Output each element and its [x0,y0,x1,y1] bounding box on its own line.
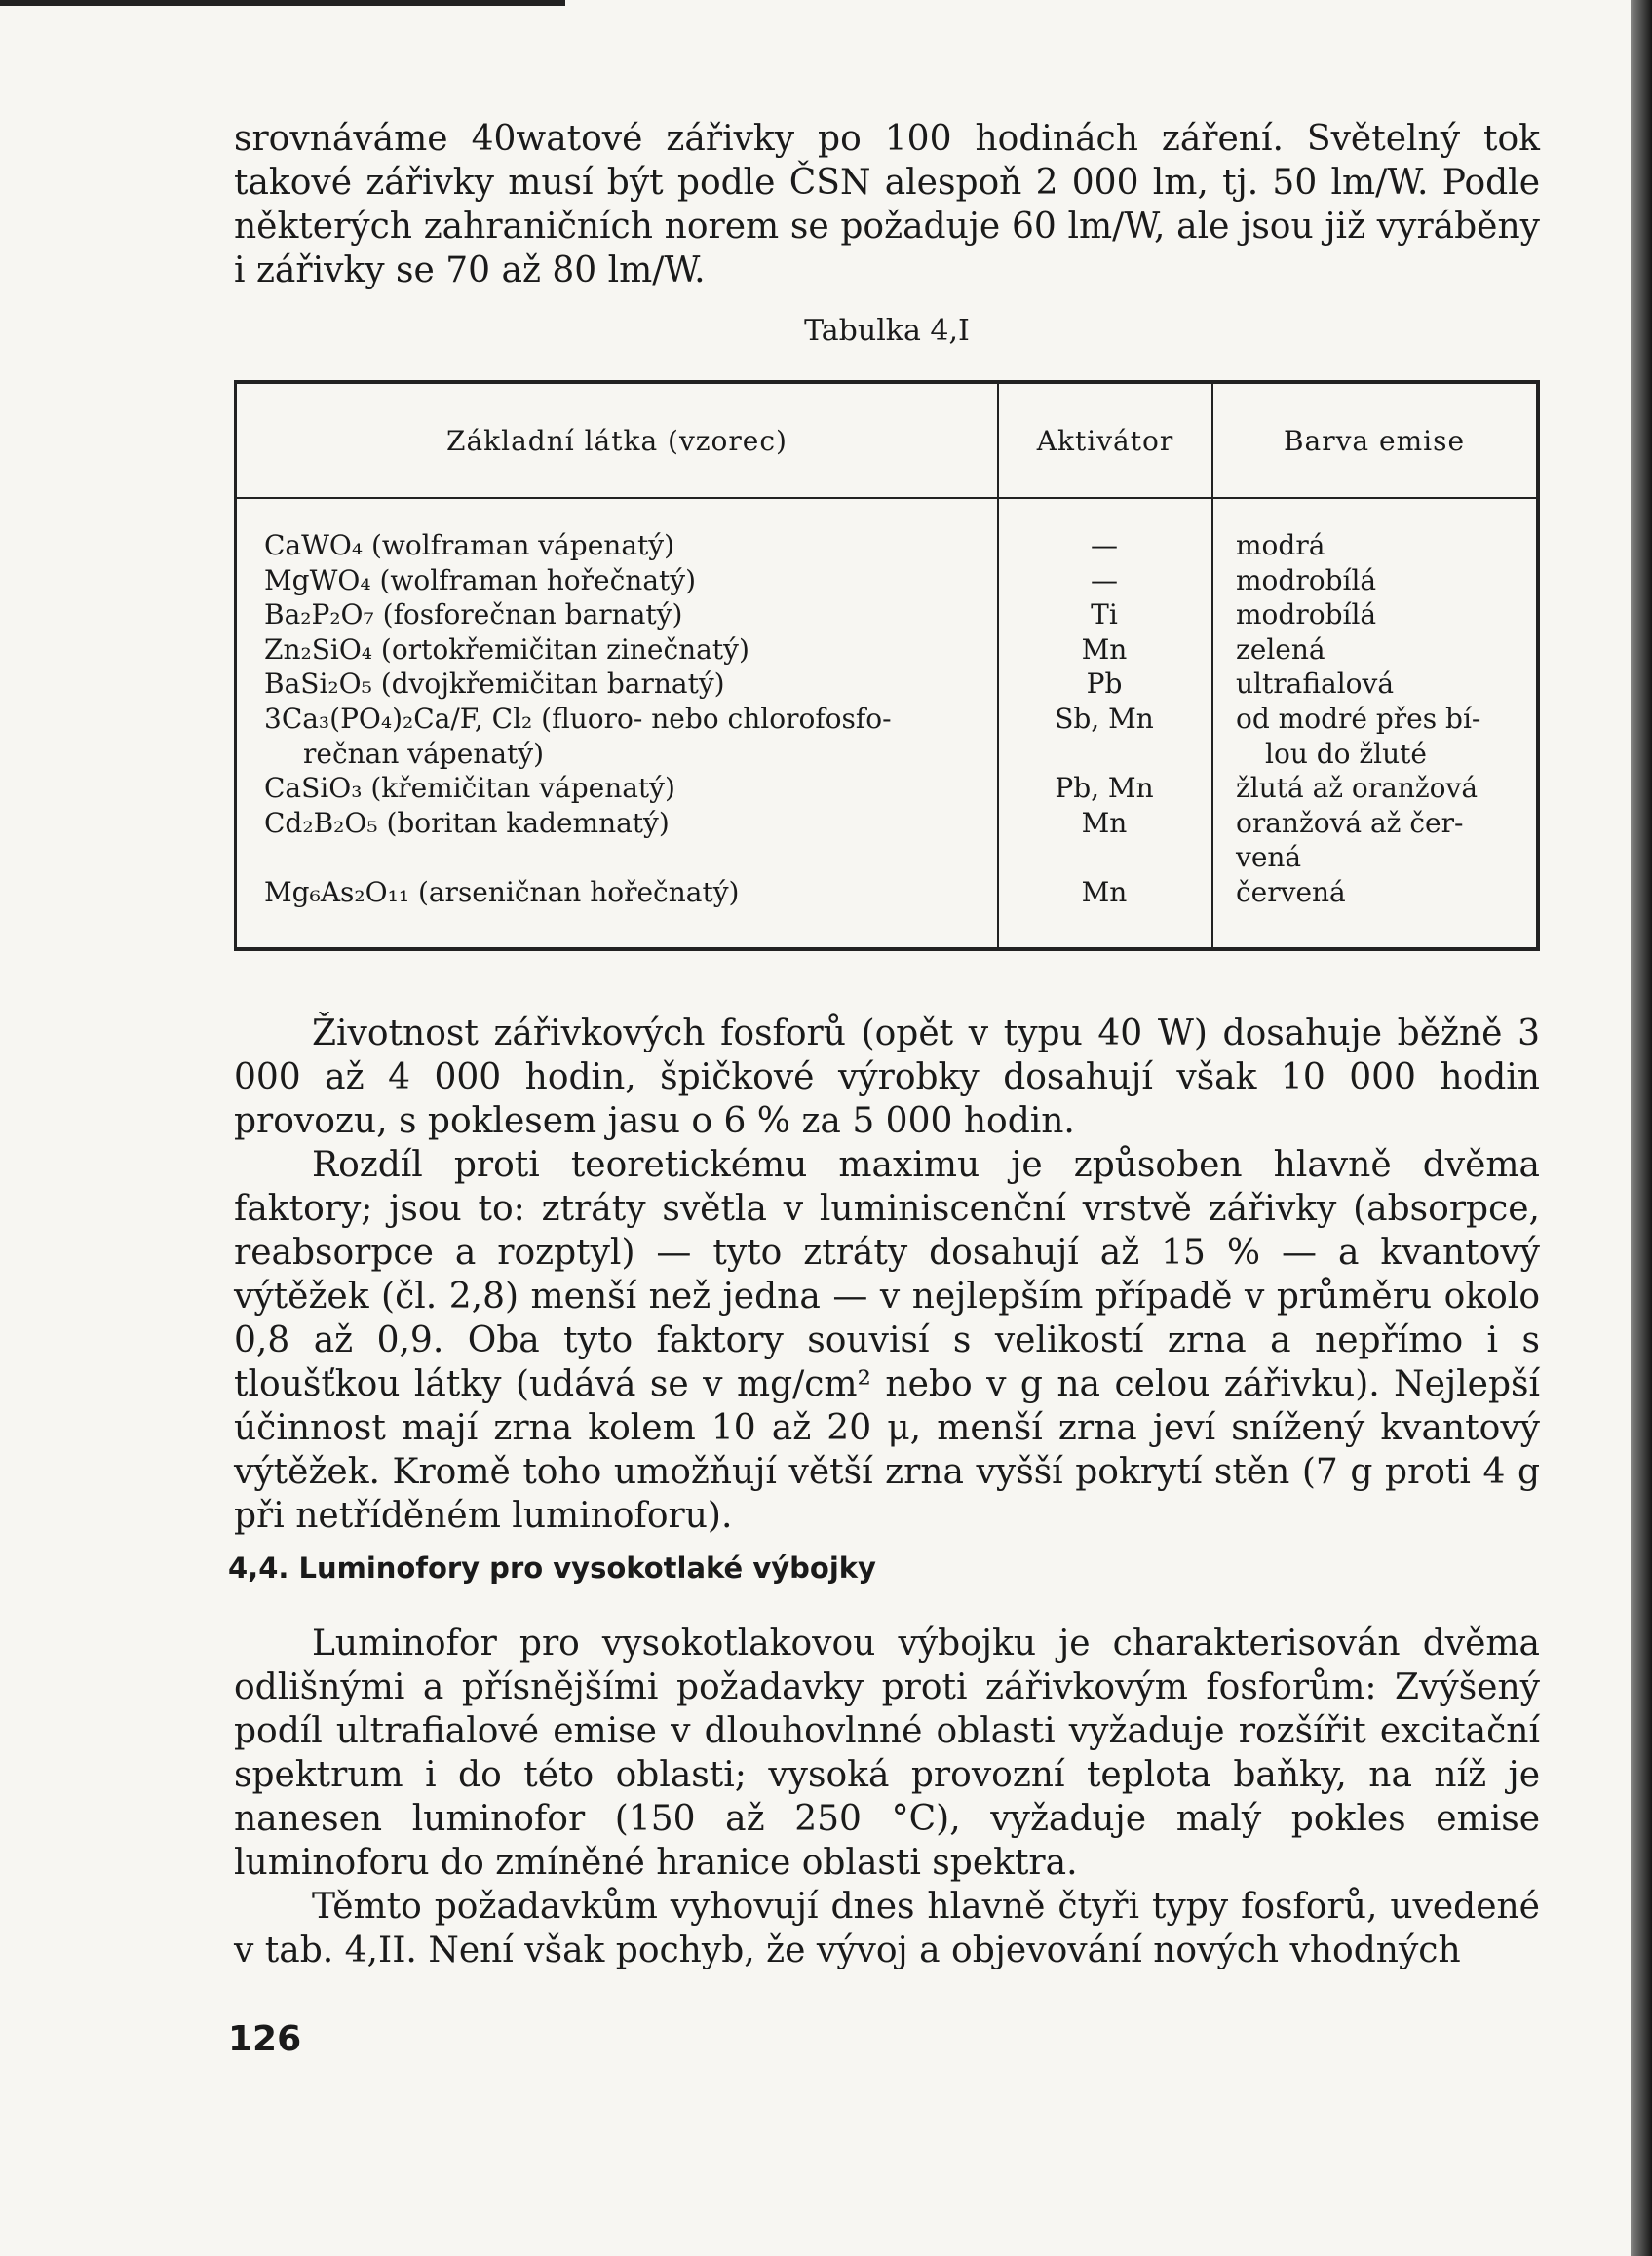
intro-paragraph: srovnáváme 40watové zářivky po 100 hodinách záření. Světelný tok takové zářivky musí být podle ČSN alespoň 2 000 lm, tj. 50 lm/W. Podle některých zahraničních norem se požaduje 60 lm/W, ale jsou již vyráběny i zářivky se 70 až 80 lm/W. [234,119,1540,290]
section-paragraph-requirements: Luminofor pro vysokotlakovou výbojku je charakterisován dvěma odlišnými a přísnějšími požadavky proti zářivkovým fosforům: Zvýšený podíl ultrafialové emise v dlouhovlnné oblasti vyžaduje rozšířit excitační spektrum i do této oblasti; vysoká provozní teplota baňky, na níž je nanesen luminofor (150 až 250 °C), vyžaduje malý pokles emise luminoforu do zmíněné hranice oblasti spektra. [234,1624,1540,1883]
table-cell-activator: Pb [1086,668,1123,701]
table-cell-compound: rečnan vápenatý) [303,737,545,770]
table-cell-emission: modrobílá [1236,563,1377,596]
table-cell-emission: červená [1236,875,1346,908]
table-cell-emission: lou do žluté [1265,737,1427,770]
table-cell-activator [997,737,1211,772]
table-cell-compound: Cd₂B₂O₅ (boritan kademnatý) [264,806,670,839]
page-number: 126 [228,2019,302,2059]
table-cell-compound [264,840,995,875]
table-cell-activator: — [1091,563,1118,596]
body-paragraph-lifetime: Životnost zářivkových fosforů (opět v typu 40 W) dosahuje běžně 3 000 až 4 000 hodin, špičkové výrobky dosahují však 10 000 hodin provozu, s poklesem jasu o 6 % za 5 000 hodin. [234,1013,1540,1141]
top-edge-rule [0,0,565,6]
table-cell-compound: Zn₂SiO₄ (ortokřemičitan zinečnatý) [264,632,749,666]
table-cell-activator: Pb, Mn [1055,772,1154,805]
table-cell-emission: modrobílá [1236,598,1377,631]
table-cell-activator: Mn [1081,806,1128,839]
body-paragraph-block [234,1012,1540,1538]
intro-paragraph-block [234,117,1540,292]
table-cell-emission: zelená [1236,632,1325,666]
table-header-emission: Barva emise [1283,424,1466,457]
phosphor-table [234,380,1540,951]
table-cell-compound: CaSiO₃ (křemičitan vápenatý) [264,772,675,805]
table-column-compounds [264,528,995,910]
section-heading: 4,4. Luminofory pro vysokotlaké výbojky [228,1551,876,1585]
table-column-activators [997,528,1211,910]
table-cell-emission: žlutá až oranžová [1236,772,1479,805]
table-cell-compound: Mg₆As₂O₁₁ (arseničnan hořečnatý) [264,875,740,908]
table-header-rule [237,497,1536,499]
table-cell-emission: od modré přes bí- [1236,702,1481,735]
page-binding-edge [1631,0,1652,2256]
table-cell-compound: MgWO₄ (wolframan hořečnatý) [264,563,697,596]
section-paragraph-block [234,1622,1540,1972]
table-cell-activator [997,840,1211,875]
table-cell-emission: modrá [1236,529,1325,561]
table-cell-activator: — [1091,529,1118,561]
table-cell-compound: Ba₂P₂O₇ (fosforečnan barnatý) [264,598,683,631]
table-cell-compound: 3Ca₃(PO₄)₂Ca/F, Cl₂ (fluoro- nebo chlorofosfo- [264,702,892,735]
table-cell-activator: Sb, Mn [1055,702,1154,735]
table-cell-compound: BaSi₂O₅ (dvojkřemičitan barnatý) [264,668,725,701]
body-paragraph-efficiency: Rozdíl proti teoretickému maximu je způsoben hlavně dvěma faktory; jsou to: ztráty světla v luminiscenční vrstvě zářivky (absorpce, reabsorpce a rozptyl) — tyto ztráty dosahují až 15 % — a kvantový výtěžek (čl. 2,8) menší než jedna — v nejlepším případě v průměru okolo 0,8 až 0,9. Oba tyto faktory souvisí s velikostí zrna a nepřímo i s tloušťkou látky (udává se v mg/cm² nebo v g na celou zářivku). Nejlepší účinnost mají zrna kolem 10 až 20 μ, menší zrna jeví snížený kvantový výtěžek. Kromě toho umožňují větší zrna vyšší pokrytí stěn (7 g proti 4 g při netříděném luminoforu). [234,1145,1540,1536]
table-cell-emission: oranžová až čer- [1236,806,1464,839]
table-header-compound: Základní látka (vzorec) [446,424,788,457]
section-paragraph-types: Těmto požadavkům vyhovují dnes hlavně čtyři typy fosforů, uvedené v tab. 4,II. Není však pochyb, že vývoj a objevování nových vhodných [234,1887,1540,1970]
table-cell-emission: vená [1236,841,1302,874]
table-cell-emission: ultrafialová [1236,668,1395,701]
table-cell-activator: Ti [1091,598,1118,631]
table-cell-activator: Mn [1081,632,1128,666]
table-header-activator: Aktivátor [1036,424,1174,457]
table-cell-compound: CaWO₄ (wolframan vápenatý) [264,529,675,561]
table-column-emissions [1236,528,1528,910]
table-cell-activator: Mn [1081,875,1128,908]
table-title: Tabulka 4,I [804,314,970,348]
